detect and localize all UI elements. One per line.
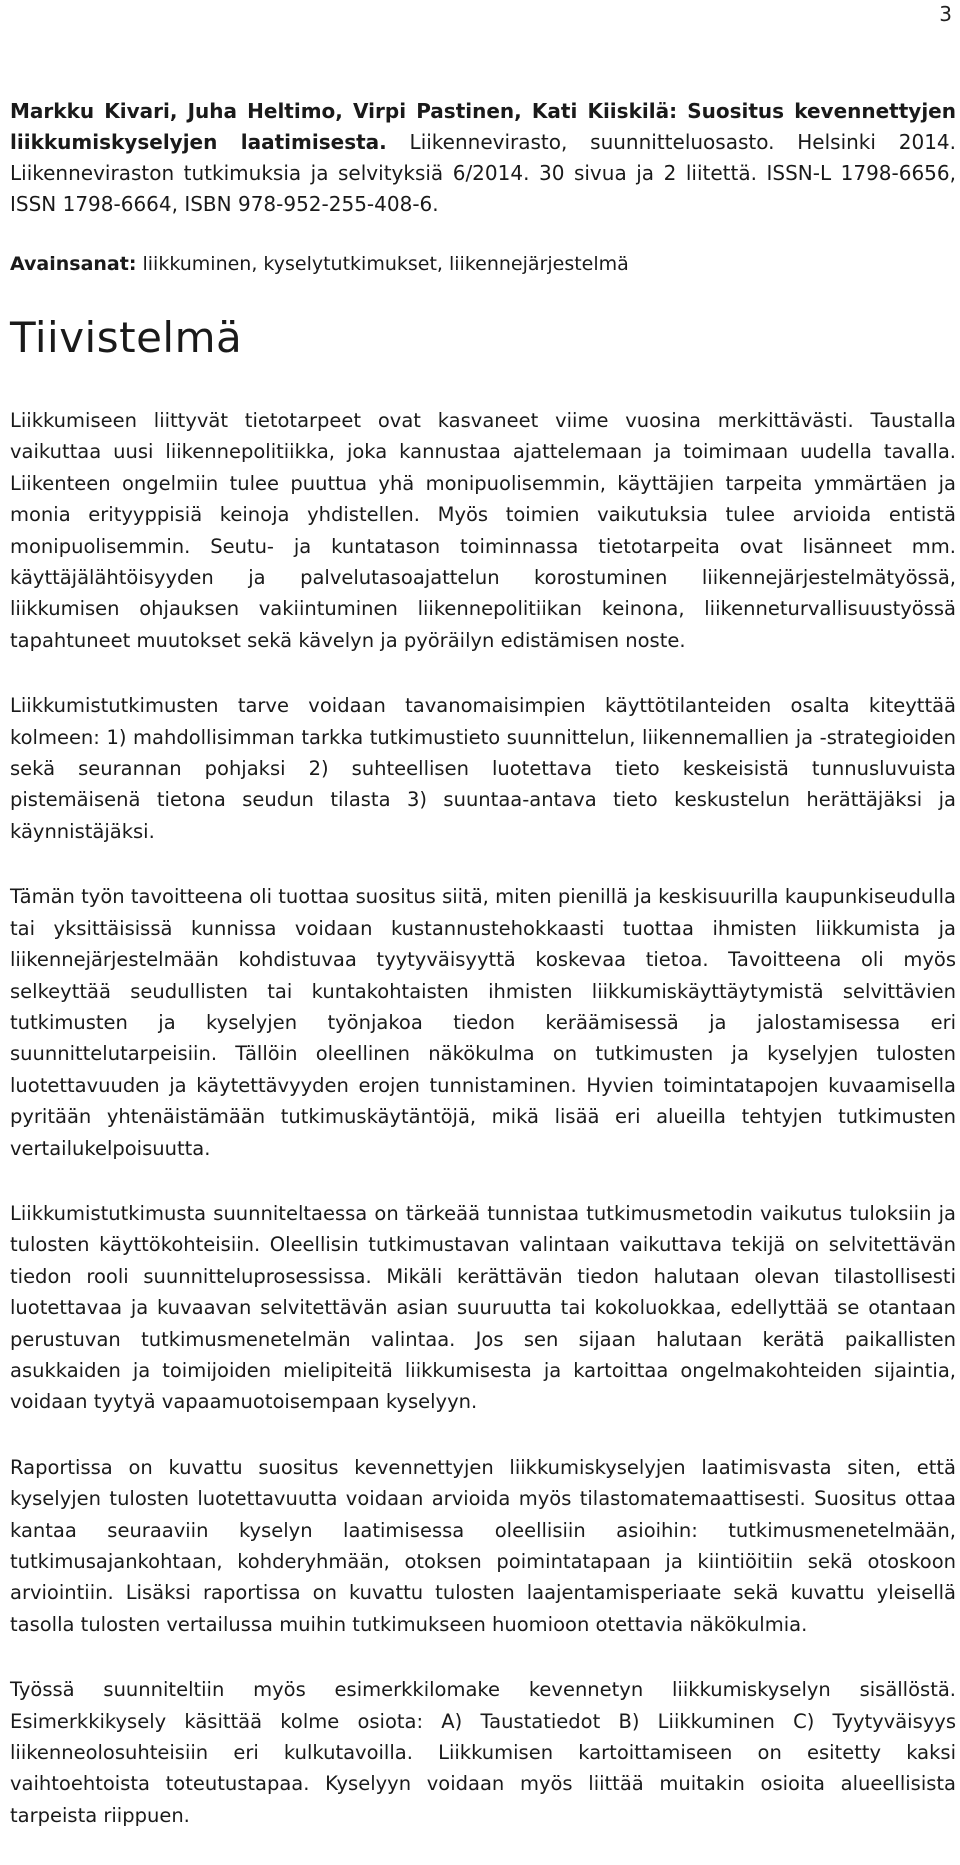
abstract-paragraph: Tämän työn tavoitteena oli tuottaa suositus siitä, miten pienillä ja keskisuurilla kaupunkiseudulla tai yksittäisissä kunnissa voidaan kustannustehokkaasti tuottaa ihmisten liikkumista ja liikennejärjestelmään kohdistuvaa tyytyväisyyttä koskevaa tietoa. Tavoitteena oli myös selkeyttää seudullisten tai kuntakohtaisten ihmisten liikkumiskäyttäytymistä selvittävien tutkimusten ja kyselyjen työnjakoa tiedon keräämisessä ja jalostamisessa eri suunnittelutarpeisiin. Tällöin oleellinen näkökulma on tutkimusten ja kyselyjen tulosten luotettavuuden ja käytettävyyden erojen tunnistaminen. Hyvien toimintatapojen kuvaamisella pyritään yhtenäistämään tutkimuskäytäntöjä, mikä lisää eri alueilla tehtyjen tutkimusten vertailukelpoisuutta. <box>10 885 956 1160</box>
abstract-paragraph: Liikkumiseen liittyvät tietotarpeet ovat kasvaneet viime vuosina merkittävästi. Taustalla vaikuttaa uusi liikennepolitiikka, joka kannustaa ajattelemaan ja toimimaan uudella tavalla. Liikenteen ongelmiin tulee puuttua yhä monipuolisemmin, käyttäjien tarpeita ymmärtäen ja monia erityyppisiä keinoja yhdistellen. Myös toimien vaikutuksia tulee arvioida entistä monipuolisemmin. Seutu- ja kuntatason toiminnassa tietotarpeita ovat lisänneet mm. käyttäjälähtöisyyden ja palvelutasoajattelun korostuminen liikennejärjestelmätyössä, liikkumisen ohjauksen vakiintuminen liikennepolitiikan keinona, liikenneturvallisuustyössä tapahtuneet muutokset sekä kävelyn ja pyöräilyn edistämisen noste. <box>10 409 956 652</box>
reference-details: Liikennevirasto, suunnitteluosasto. Helsinki 2014. Liikenneviraston tutkimuksia ja selvityksiä 6/2014. 30 sivua ja 2 liitettä. ISSN-L 1798-6656, ISSN 1798-6664, ISBN 978-952-255-408-6. <box>10 130 956 216</box>
keywords <box>10 250 956 278</box>
bibliographic-reference <box>10 96 956 220</box>
abstract-paragraph: Liikkumistutkimusta suunniteltaessa on tärkeää tunnistaa tutkimusmetodin vaikutus tuloksiin ja tulosten käyttökohteisiin. Oleellisin tutkimustavan valintaan vaikuttava tekijä on selvitettävän tiedon rooli suunnitteluprosessissa. Mikäli kerättävän tiedon halutaan olevan tilastollisesti luotettavaa ja kuvaavan selvitettävän asian suuruutta tai kokoluokkaa, edellyttää se otantaan perustuvan tutkimusmenetelmän valintaa. Jos sen sijaan halutaan kerätä paikallisten asukkaiden ja toimijoiden mielipiteitä liikkumisesta ja kartoittaa ongelmakohteiden sijaintia, voidaan tyytyä vapaamuotoisempaan kyselyyn. <box>10 1201 956 1414</box>
abstract-paragraph: Liikkumistutkimusten tarve voidaan tavanomaisimpien käyttötilanteiden osalta kiteyttää kolmeen: 1) mahdollisimman tarkka tutkimustieto suunnittelun, liikennemallien ja -strategioiden sekä seurannan pohjaksi 2) suhteellisen luotettava tieto keskeisistä tunnusluvuista pistemäisenä tietona seudun tilasta 3) suuntaa-antava tieto keskustelun herättäjäksi ja käynnistäjäksi. <box>10 694 956 843</box>
abstract-paragraph: Raportissa on kuvattu suositus kevennettyjen liikkumiskyselyjen laatimisvasta siten, että kyselyjen tulosten luotettavuutta voidaan arvioida myös tilastomatemaattisesti. Suositus ottaa kantaa seuraaviin kyselyn laatimisessa oleellisiin asioihin: tutkimusmenetelmään, tutkimusajankohtaan, kohderyhmään, otoksen poimintatapaan ja kiintiöitiin sekä otoskoon arviointiin. Lisäksi raportissa on kuvattu tulosten laajentamisperiaate sekä kuvattu yleisellä tasolla tulosten vertailussa muihin tutkimukseen huomioon otettavia näkökulmia. <box>10 1455 956 1636</box>
reference-authors-title: Markku Kivari, Juha Heltimo, Virpi Pastinen, Kati Kiiskilä: Suositus kevennettyjen liikkumiskyselyjen laatimisesta. <box>10 99 956 154</box>
keywords-value: liikkuminen, kyselytutkimukset, liikennejärjestelmä <box>142 253 629 275</box>
keywords-label: Avainsanat: <box>10 253 137 275</box>
abstract-body <box>10 405 956 1831</box>
document-body <box>10 96 956 1865</box>
abstract-paragraph: Työssä suunniteltiin myös esimerkkilomake kevennetyn liikkumiskyselyn sisällöstä. Esimerkkikysely käsittää kolme osiota: A) Taustatiedot B) Liikkuminen C) Tyytyväisyys liikenneolosuhteisiin eri kulkutavoilla. Liikkumisen kartoittamiseen on esitetty kaksi vaihtoehtoista toteutustapaa. Kyselyyn voidaan myös liittää muitakin osioita alueellisista tarpeista riippuen. <box>10 1678 956 1827</box>
page-number: 3 <box>939 2 952 26</box>
abstract-title: Tiivistelmä <box>10 313 243 362</box>
